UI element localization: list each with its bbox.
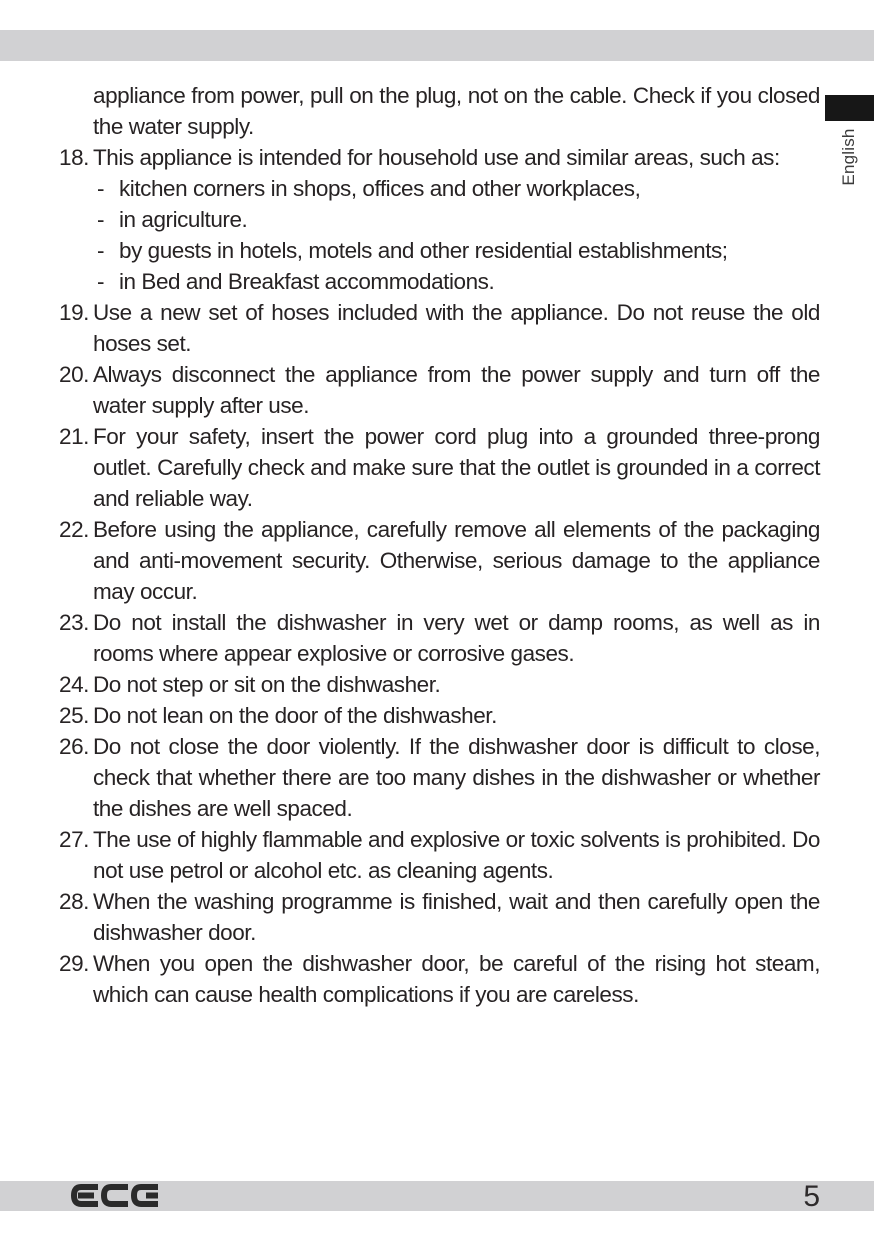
list-item xyxy=(57,421,820,514)
sub-list-item-text: by guests in hotels, motels and other residential establishments; xyxy=(119,238,728,263)
dash-bullet: - xyxy=(97,238,105,263)
list-item xyxy=(57,731,820,824)
sub-list-item-text: in Bed and Breakfast accommodations. xyxy=(119,269,495,294)
list-item-number: 29. xyxy=(59,951,89,976)
list-item xyxy=(57,142,820,297)
paragraph-continuation xyxy=(57,80,820,142)
list-item-text: This appliance is intended for household use and similar areas, such as: xyxy=(93,145,780,170)
list-item xyxy=(57,700,820,731)
list-item-number: 22. xyxy=(59,517,89,542)
paragraph-continuation-text: appliance from power, pull on the plug, not on the cable. Check if you closed the water supply. xyxy=(93,83,820,139)
list-item xyxy=(57,514,820,607)
list-item xyxy=(57,669,820,700)
list-item-text: Do not install the dishwasher in very wet or damp rooms, as well as in rooms where appear explosive or corrosive gases. xyxy=(93,610,820,666)
list-item-number: 25. xyxy=(59,703,89,728)
list-item-number: 28. xyxy=(59,889,89,914)
sub-list-item xyxy=(93,266,820,297)
sub-list-item-text: in agriculture. xyxy=(119,207,248,232)
list-item xyxy=(57,297,820,359)
list-item-text: For your safety, insert the power cord plug into a grounded three-prong outlet. Carefully check and make sure that the outlet is grounded in a correct and reliable way. xyxy=(93,424,820,511)
safety-instructions xyxy=(57,80,820,1010)
list-item-number: 23. xyxy=(59,610,89,635)
top-divider-bar xyxy=(0,30,874,61)
sub-list-item xyxy=(93,204,820,235)
list-item-number: 20. xyxy=(59,362,89,387)
list-item xyxy=(57,886,820,948)
sub-list-item xyxy=(93,235,820,266)
list-item-text: Do not close the door violently. If the dishwasher door is difficult to close, check that whether there are too many dishes in the dishwasher or whether the dishes are well spaced. xyxy=(93,734,820,821)
list-item-number: 19. xyxy=(59,300,89,325)
list-item-text: When you open the dishwasher door, be careful of the rising hot steam, which can cause health complications if you are careless. xyxy=(93,951,820,1007)
list-item-text: The use of highly flammable and explosive or toxic solvents is prohibited. Do not use petrol or alcohol etc. as cleaning agents. xyxy=(93,827,820,883)
list-item xyxy=(57,607,820,669)
sub-list-item xyxy=(93,173,820,204)
language-tab-marker xyxy=(825,95,874,121)
list-item-text: Do not step or sit on the dishwasher. xyxy=(93,672,441,697)
list-item-text: Do not lean on the door of the dishwasher. xyxy=(93,703,497,728)
safety-list xyxy=(57,142,820,1010)
list-item-text: Always disconnect the appliance from the power supply and turn off the water supply after use. xyxy=(93,362,820,418)
list-item xyxy=(57,824,820,886)
list-item-text: Use a new set of hoses included with the appliance. Do not reuse the old hoses set. xyxy=(93,300,820,356)
dash-bullet: - xyxy=(97,176,105,201)
list-item xyxy=(57,359,820,421)
list-item-number: 26. xyxy=(59,734,89,759)
list-item-number: 27. xyxy=(59,827,89,852)
list-item-number: 24. xyxy=(59,672,89,697)
dash-bullet: - xyxy=(97,269,105,294)
dash-bullet: - xyxy=(97,207,105,232)
language-label: English xyxy=(839,128,858,186)
ecg-logo xyxy=(70,1184,160,1207)
list-item-text: Before using the appliance, carefully remove all elements of the packaging and anti-movement security. Otherwise, serious damage to the appliance may occur. xyxy=(93,517,820,604)
list-item-subitems xyxy=(93,173,820,297)
list-item xyxy=(57,948,820,1010)
sub-list-item-text: kitchen corners in shops, offices and other workplaces, xyxy=(119,176,641,201)
list-item-text: When the washing programme is finished, wait and then carefully open the dishwasher door. xyxy=(93,889,820,945)
page-number: 5 xyxy=(803,1180,820,1213)
list-item-number: 21. xyxy=(59,424,89,449)
list-item-number: 18. xyxy=(59,145,89,170)
